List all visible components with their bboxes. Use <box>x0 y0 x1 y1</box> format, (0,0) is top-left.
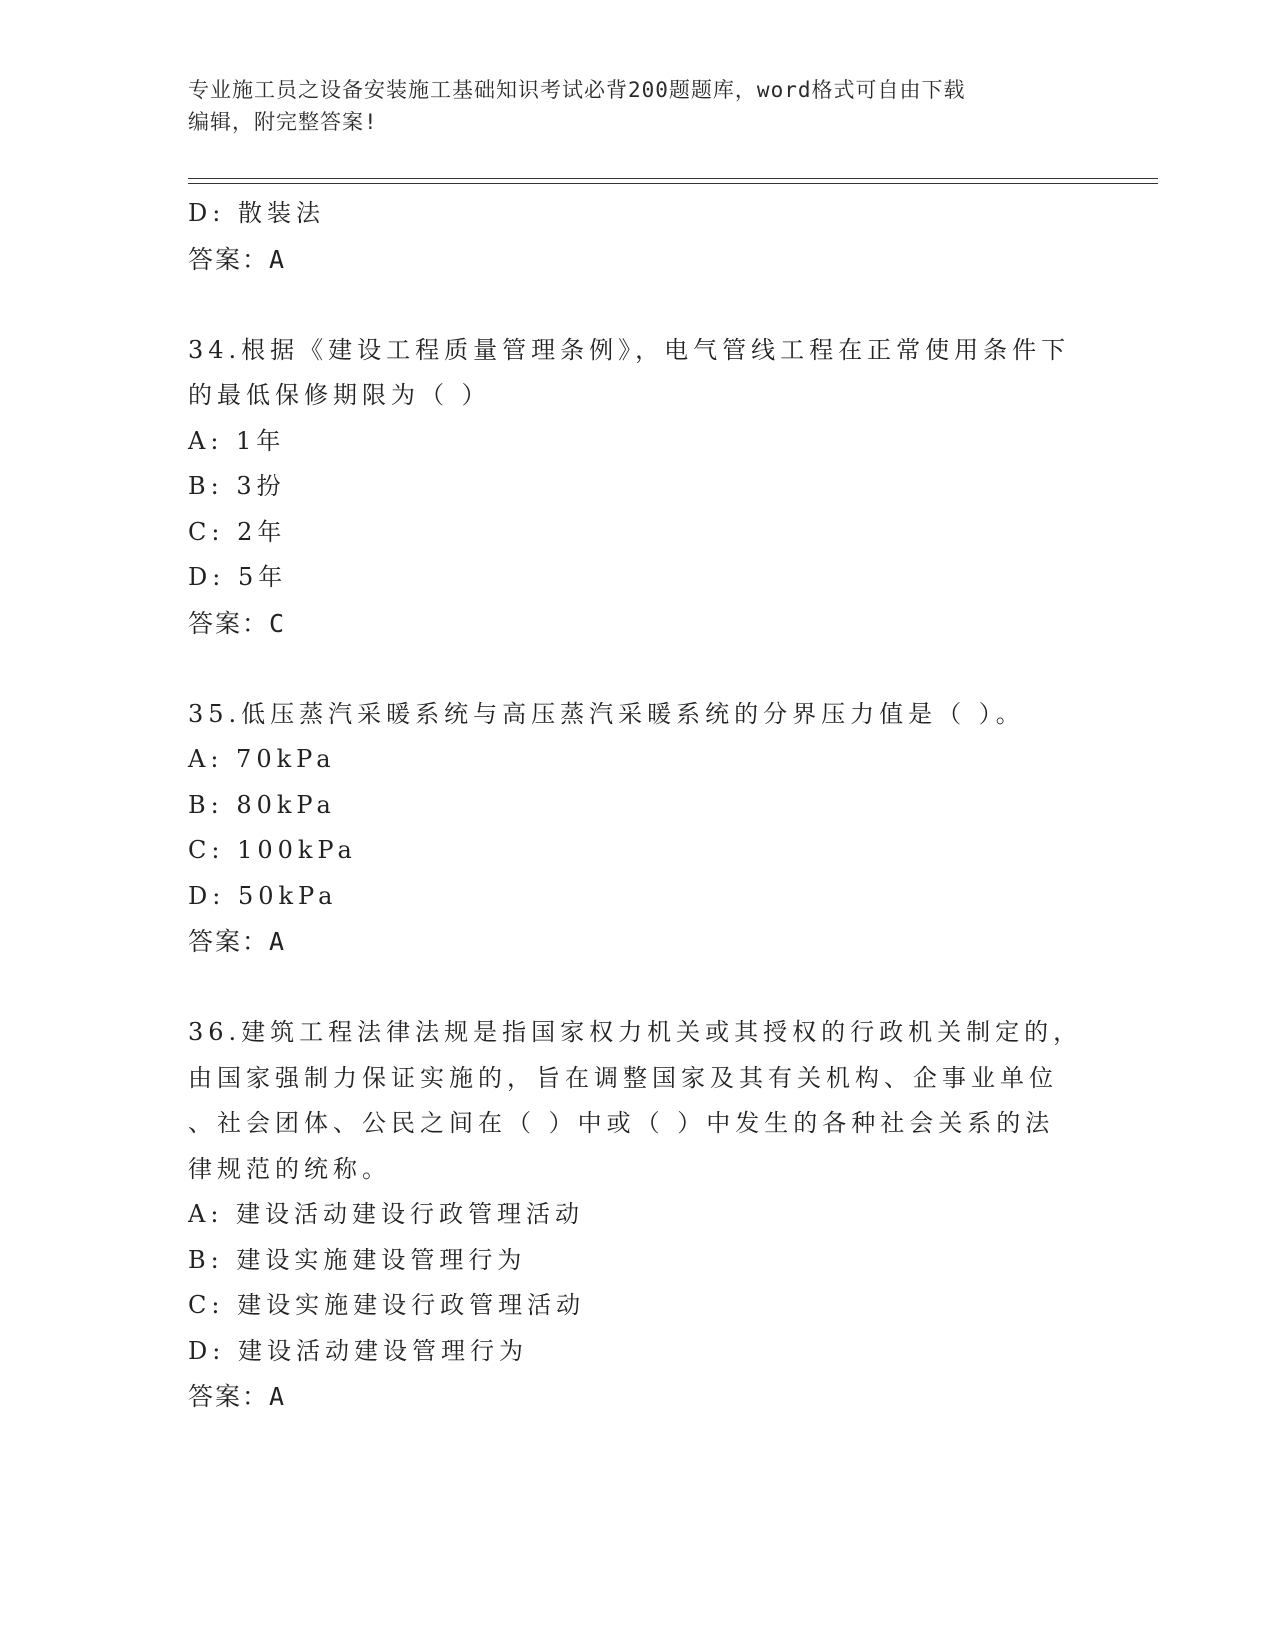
question-stem: 律规范的统称。 <box>188 1154 391 1183</box>
question-stem: 36.建筑工程法律法规是指国家权力机关或其授权的行政机关制定的， <box>188 1018 1083 1046</box>
option-d: D: 建设活动建设管理行为 <box>188 1336 528 1365</box>
question-stem: 、社会团体、公民之间在（ ）中或（ ）中发生的各种社会关系的法 <box>188 1109 1055 1137</box>
question-stem: 的最低保修期限为（ ） <box>188 381 491 409</box>
option-a: A: 70kPa <box>188 745 336 773</box>
option-d: D: 5年 <box>188 563 288 591</box>
question-stem: 35.低压蒸汽采暖系统与高压蒸汽采暖系统的分界压力值是（ ）。 <box>188 699 1025 728</box>
option-b: B: 3扮 <box>188 472 286 500</box>
question-34 <box>188 328 1088 647</box>
option-c: C: 100kPa <box>188 836 357 864</box>
question-stem: 由国家强制力保证实施的，旨在调整国家及其有关机构、企事业单位 <box>188 1063 1058 1092</box>
option-a: A: 1年 <box>188 426 286 455</box>
answer-line: 答案：A <box>188 927 287 956</box>
header-title-line-1: 专业施工员之设备安装施工基础知识考试必背200题题库，word格式可自由下载 <box>188 78 966 102</box>
question-content <box>188 191 1088 1420</box>
option-d: D: 散装法 <box>188 199 325 227</box>
option-d: D: 50kPa <box>188 881 338 910</box>
header-divider-bottom <box>188 183 1158 184</box>
spacer <box>188 965 1088 1011</box>
spacer <box>188 646 1088 692</box>
option-b: B: 建设实施建设管理行为 <box>188 1245 527 1274</box>
option-b: B: 80kPa <box>188 790 336 819</box>
option-c: C: 建设实施建设行政管理活动 <box>188 1291 586 1319</box>
option-a: A: 建设活动建设行政管理活动 <box>188 1200 585 1228</box>
answer-line: 答案：A <box>188 1382 287 1411</box>
document-header <box>188 74 1088 138</box>
answer-line: 答案：C <box>188 608 287 638</box>
question-36 <box>188 1010 1088 1420</box>
answer-line: 答案：A <box>188 244 287 274</box>
header-divider-top <box>188 178 1158 179</box>
spacer <box>188 282 1088 328</box>
question-stem: 34.根据《建设工程质量管理条例》，电气管线工程在正常使用条件下 <box>188 335 1071 364</box>
header-title-line-2: 编辑，附完整答案! <box>188 110 378 134</box>
option-c: C: 2年 <box>188 517 287 546</box>
question-35 <box>188 692 1088 965</box>
